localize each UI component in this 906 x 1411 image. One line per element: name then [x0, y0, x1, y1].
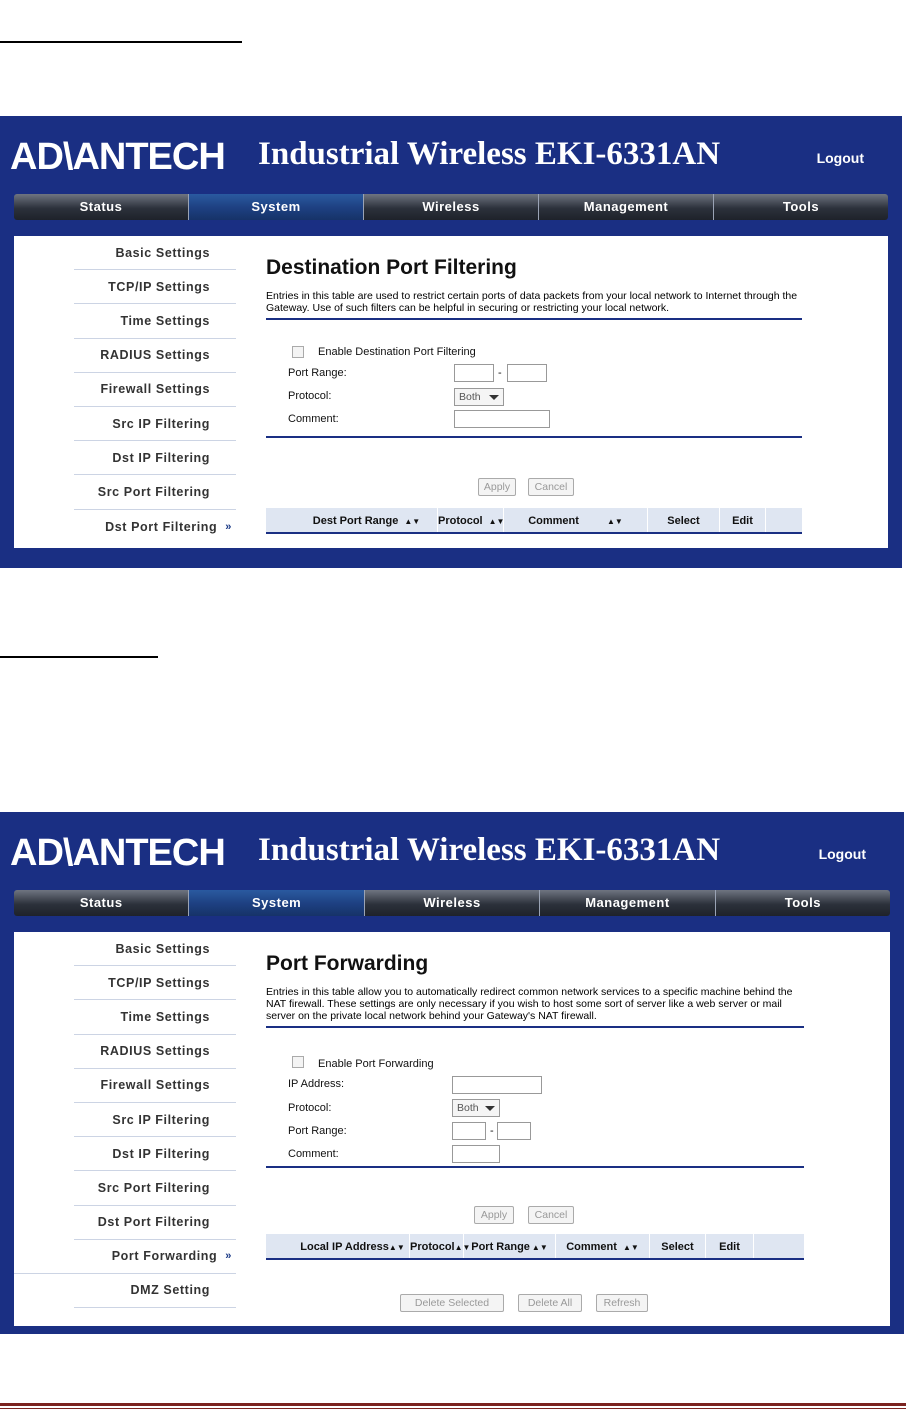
sidebar-item-radius-settings[interactable]: RADIUS Settings [74, 339, 236, 373]
tab-tools[interactable]: Tools [782, 199, 820, 214]
sidebar-item-dst-port-filtering[interactable]: Dst Port Filtering [74, 1206, 236, 1240]
content-area [14, 932, 890, 1326]
comment-input[interactable] [454, 410, 550, 428]
col-local-ip-address[interactable]: Local IP Address▲▼ [266, 1234, 410, 1258]
port-range-end-input[interactable] [497, 1122, 531, 1140]
sidebar [14, 932, 236, 1326]
cancel-button[interactable]: Cancel [528, 478, 574, 496]
footer-rule [0, 1403, 906, 1406]
sidebar-item-src-ip-filtering[interactable]: Src IP Filtering [74, 407, 236, 441]
sort-icon: ▲▼ [454, 1243, 471, 1252]
page-description: Entries in this table are used to restrict certain ports of data packets from your local network to Internet through the Gateway. Use of such filters can be helpful in securing or restricting your local network. [266, 290, 798, 314]
enable-forwarding-label: Enable Port Forwarding [318, 1058, 434, 1070]
page-title: Port Forwarding [266, 952, 429, 975]
port-range-separator: - [490, 1125, 494, 1137]
sidebar [14, 236, 236, 548]
apply-button[interactable]: Apply [474, 1206, 514, 1224]
filter-table-header [266, 508, 802, 534]
comment-label: Comment: [288, 413, 339, 425]
sidebar-item-tcpip-settings[interactable]: TCP/IP Settings [74, 270, 236, 304]
tab-status[interactable]: Status [14, 194, 189, 220]
apply-button[interactable]: Apply [478, 478, 516, 496]
main-panel [266, 236, 802, 548]
footer-rule-thin [0, 1408, 906, 1409]
chevron-down-icon [489, 395, 499, 400]
tab-tools[interactable]: Tools [784, 895, 821, 910]
heading-underline [0, 41, 242, 43]
tab-system[interactable]: System [189, 194, 364, 220]
sidebar-item-firewall-settings[interactable]: Firewall Settings [74, 373, 236, 407]
double-chevron-right-icon: » [225, 520, 232, 533]
col-dest-port-range[interactable]: Dest Port Range ▲▼ [266, 508, 438, 532]
comment-label: Comment: [288, 1148, 339, 1160]
col-protocol[interactable]: Protocol▲▼ [410, 1234, 464, 1258]
filter-form [266, 320, 802, 434]
sidebar-item-firewall-settings[interactable]: Firewall Settings [74, 1069, 236, 1103]
col-port-range[interactable]: Port Range ▲▼ [464, 1234, 556, 1258]
port-range-start-input[interactable] [452, 1122, 486, 1140]
main-panel [266, 932, 804, 1326]
product-title: Industrial Wireless EKI-6331AN [258, 832, 721, 868]
comment-input[interactable] [452, 1145, 500, 1163]
forward-table-header [266, 1234, 804, 1260]
col-edit: Edit [706, 1234, 754, 1258]
port-range-label: Port Range: [288, 1125, 347, 1137]
ip-address-label: IP Address: [288, 1078, 345, 1090]
delete-selected-button[interactable]: Delete Selected [400, 1294, 504, 1312]
sidebar-item-time-settings[interactable]: Time Settings [74, 304, 236, 338]
tab-system[interactable]: System [189, 890, 364, 916]
col-select: Select [648, 508, 720, 532]
forward-form [266, 1028, 804, 1166]
sidebar-item-tcpip-settings[interactable]: TCP/IP Settings [74, 966, 236, 1000]
logout-link[interactable]: Logout [816, 150, 864, 166]
protocol-label: Protocol: [288, 1102, 332, 1114]
double-chevron-right-icon: » [225, 1250, 232, 1263]
sidebar-item-dst-ip-filtering[interactable]: Dst IP Filtering [74, 441, 236, 475]
sidebar-item-basic-settings[interactable]: Basic Settings [74, 932, 236, 966]
tab-management[interactable]: Management [539, 194, 714, 220]
sort-icon: ▲▼ [404, 517, 421, 526]
sidebar-item-dst-ip-filtering[interactable]: Dst IP Filtering [74, 1137, 236, 1171]
sort-icon: ▲▼ [606, 517, 623, 526]
tab-wireless[interactable]: Wireless [364, 194, 539, 220]
refresh-button[interactable]: Refresh [596, 1294, 648, 1312]
port-range-label: Port Range: [288, 367, 347, 379]
sort-icon: ▲▼ [531, 1243, 548, 1252]
enable-filtering-label: Enable Destination Port Filtering [318, 346, 476, 358]
port-range-end-input[interactable] [507, 364, 547, 382]
sort-icon: ▲▼ [388, 1243, 405, 1252]
sidebar-item-basic-settings[interactable]: Basic Settings [74, 236, 236, 270]
col-protocol[interactable]: Protocol ▲▼ [438, 508, 504, 532]
content-area [14, 236, 888, 548]
col-edit: Edit [720, 508, 766, 532]
col-comment[interactable]: Comment ▲▼ [504, 508, 648, 532]
sidebar-item-dst-port-filtering[interactable]: Dst Port Filtering » [105, 519, 232, 534]
protocol-label: Protocol: [288, 390, 332, 402]
sidebar-item-src-port-filtering[interactable]: Src Port Filtering [74, 1171, 236, 1205]
divider [266, 436, 802, 438]
protocol-select[interactable]: Both [454, 388, 504, 406]
enable-forwarding-checkbox[interactable] [292, 1056, 304, 1068]
sort-icon: ▲▼ [622, 1243, 639, 1252]
port-range-separator: - [498, 367, 502, 379]
tab-wireless[interactable]: Wireless [365, 890, 540, 916]
page-description: Entries in this table allow you to automatically redirect common network services to a specific machine behind the NAT firewall. These settings are only necessary if you wish to host some sort of server like a web server or mail server on the private local network behind your Gateway's NAT firewall. [266, 986, 793, 1022]
cancel-button[interactable]: Cancel [528, 1206, 574, 1224]
advantech-logo: AD\ANTECH [10, 136, 225, 178]
divider [266, 1166, 804, 1168]
page-title: Destination Port Filtering [266, 256, 517, 279]
ip-address-input[interactable] [452, 1076, 542, 1094]
sort-icon: ▲▼ [488, 517, 505, 526]
advantech-logo: AD\ANTECH [10, 832, 225, 874]
enable-filtering-checkbox[interactable] [292, 346, 304, 358]
delete-all-button[interactable]: Delete All [518, 1294, 582, 1312]
sidebar-item-radius-settings[interactable]: RADIUS Settings [74, 1035, 236, 1069]
tab-management[interactable]: Management [540, 890, 715, 916]
col-comment[interactable]: Comment ▲▼ [556, 1234, 650, 1258]
sidebar-item-src-ip-filtering[interactable]: Src IP Filtering [74, 1103, 236, 1137]
screenshot-destination-port-filtering [0, 116, 902, 568]
tab-status[interactable]: Status [14, 890, 189, 916]
sidebar-item-time-settings[interactable]: Time Settings [74, 1000, 236, 1034]
screenshot-port-forwarding [0, 812, 904, 1334]
port-range-start-input[interactable] [454, 364, 494, 382]
heading-underline [0, 656, 158, 658]
protocol-select[interactable]: Both [452, 1099, 500, 1117]
sidebar-item-port-forwarding[interactable]: Port Forwarding » [14, 1240, 236, 1274]
sidebar-item-dmz-setting[interactable]: DMZ Setting [74, 1274, 236, 1308]
chevron-down-icon [485, 1106, 495, 1111]
sidebar-item-src-port-filtering[interactable]: Src Port Filtering [74, 475, 236, 509]
top-nav [14, 890, 890, 916]
top-nav [14, 194, 888, 220]
logout-link[interactable]: Logout [818, 846, 866, 862]
col-select: Select [650, 1234, 706, 1258]
product-title: Industrial Wireless EKI-6331AN [258, 136, 721, 172]
